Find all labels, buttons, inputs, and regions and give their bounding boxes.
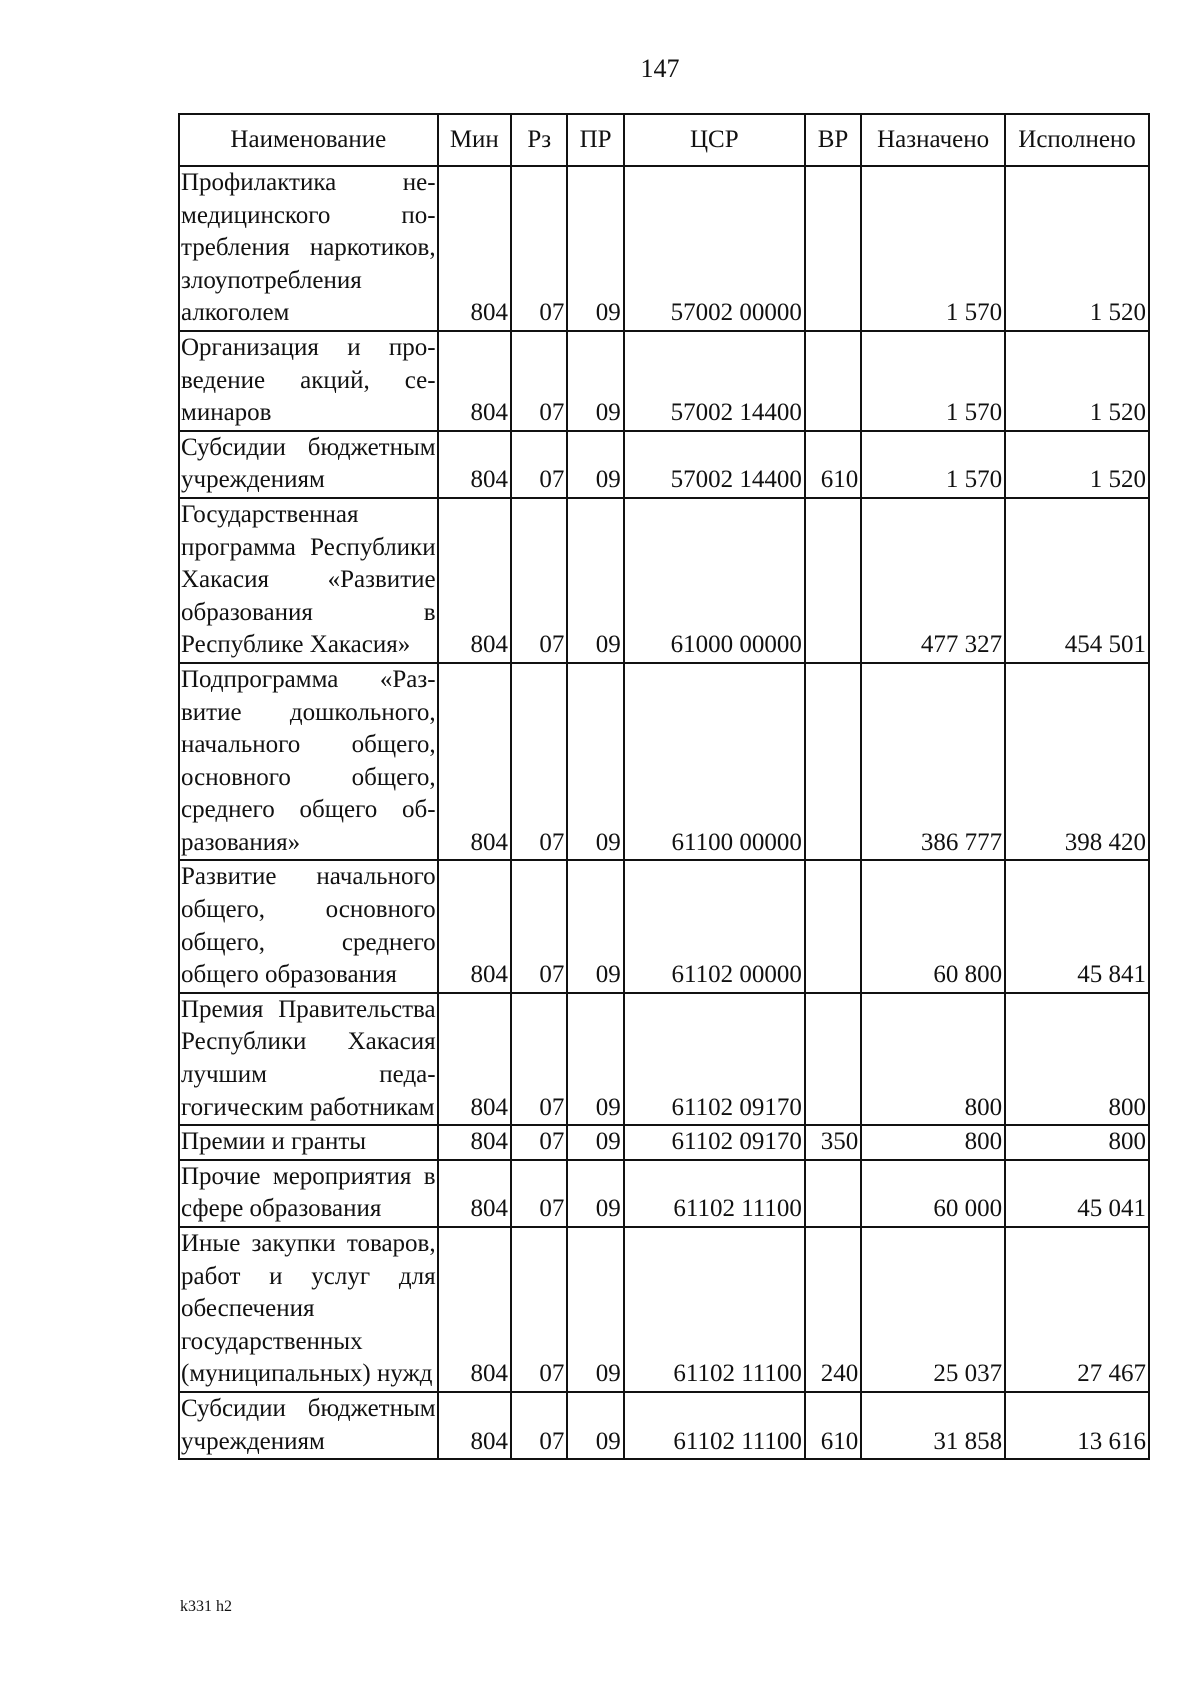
row-vr <box>805 860 861 992</box>
row-rz: 07 <box>511 1125 567 1160</box>
row-rz: 07 <box>511 498 567 663</box>
row-executed: 1 520 <box>1005 431 1149 498</box>
row-csr: 57002 14400 <box>624 331 805 431</box>
row-min: 804 <box>438 993 511 1125</box>
table-row <box>179 993 1149 1125</box>
row-executed: 1 520 <box>1005 331 1149 431</box>
row-name: Премии и гранты <box>179 1125 438 1160</box>
row-min: 804 <box>438 1125 511 1160</box>
row-name: Подпрограмма «Развитие дошкольного, начального общего, основного общего, среднего общего образования» <box>179 663 438 861</box>
row-pr: 09 <box>567 331 623 431</box>
header-min: Мин <box>438 114 511 166</box>
row-assigned: 25 037 <box>861 1227 1005 1392</box>
row-rz: 07 <box>511 1392 567 1459</box>
row-min: 804 <box>438 498 511 663</box>
row-name: Субсидии бюджетным учреждениям <box>179 1392 438 1459</box>
row-rz: 07 <box>511 431 567 498</box>
budget-table <box>178 113 1150 1460</box>
table-row <box>179 663 1149 861</box>
row-assigned: 386 777 <box>861 663 1005 861</box>
row-csr: 61102 11100 <box>624 1392 805 1459</box>
row-csr: 61102 11100 <box>624 1227 805 1392</box>
row-pr: 09 <box>567 166 623 331</box>
table-row <box>179 1227 1149 1392</box>
row-min: 804 <box>438 860 511 992</box>
row-vr: 610 <box>805 431 861 498</box>
row-name: Прочие мероприятия в сфере образования <box>179 1160 438 1227</box>
row-assigned: 800 <box>861 1125 1005 1160</box>
row-min: 804 <box>438 1160 511 1227</box>
row-pr: 09 <box>567 993 623 1125</box>
row-assigned: 60 000 <box>861 1160 1005 1227</box>
table-row <box>179 431 1149 498</box>
row-executed: 800 <box>1005 993 1149 1125</box>
row-assigned: 60 800 <box>861 860 1005 992</box>
header-assigned: Назначено <box>861 114 1005 166</box>
row-vr <box>805 1160 861 1227</box>
row-vr <box>805 331 861 431</box>
row-csr: 61102 11100 <box>624 1160 805 1227</box>
row-pr: 09 <box>567 498 623 663</box>
header-executed: Исполнено <box>1005 114 1149 166</box>
page-number: 147 <box>640 54 680 83</box>
row-name: Профилактика немедицинского потребления наркотиков, злоупотребления алкоголем <box>179 166 438 331</box>
row-assigned: 31 858 <box>861 1392 1005 1459</box>
row-csr: 61102 09170 <box>624 1125 805 1160</box>
table-row <box>179 1160 1149 1227</box>
table-row <box>179 498 1149 663</box>
row-min: 804 <box>438 331 511 431</box>
row-vr: 610 <box>805 1392 861 1459</box>
row-vr <box>805 498 861 663</box>
table-row <box>179 1392 1149 1459</box>
row-executed: 454 501 <box>1005 498 1149 663</box>
row-rz: 07 <box>511 860 567 992</box>
row-min: 804 <box>438 166 511 331</box>
row-executed: 13 616 <box>1005 1392 1149 1459</box>
row-vr <box>805 663 861 861</box>
row-csr: 57002 14400 <box>624 431 805 498</box>
row-vr <box>805 993 861 1125</box>
row-rz: 07 <box>511 1160 567 1227</box>
row-csr: 61000 00000 <box>624 498 805 663</box>
row-assigned: 1 570 <box>861 331 1005 431</box>
row-pr: 09 <box>567 1392 623 1459</box>
header-vr: ВР <box>805 114 861 166</box>
row-name: Развитие начального общего, основного общего, среднего общего образования <box>179 860 438 992</box>
row-executed: 45 041 <box>1005 1160 1149 1227</box>
row-csr: 61102 09170 <box>624 993 805 1125</box>
row-assigned: 1 570 <box>861 166 1005 331</box>
table-row <box>179 331 1149 431</box>
table-row <box>179 860 1149 992</box>
row-rz: 07 <box>511 663 567 861</box>
row-assigned: 1 570 <box>861 431 1005 498</box>
row-executed: 45 841 <box>1005 860 1149 992</box>
row-csr: 57002 00000 <box>624 166 805 331</box>
header-rz: Рз <box>511 114 567 166</box>
row-pr: 09 <box>567 1227 623 1392</box>
table-row <box>179 1125 1149 1160</box>
row-name: Иные закупки товаров, работ и услуг для обеспечения государственных (муниципальных) нужд <box>179 1227 438 1392</box>
row-name: Премия Правительства Республики Хакасия лучшим педагогическим работникам <box>179 993 438 1125</box>
row-csr: 61102 00000 <box>624 860 805 992</box>
row-pr: 09 <box>567 1160 623 1227</box>
row-vr: 240 <box>805 1227 861 1392</box>
row-min: 804 <box>438 1392 511 1459</box>
row-rz: 07 <box>511 1227 567 1392</box>
table-row <box>179 166 1149 331</box>
row-pr: 09 <box>567 431 623 498</box>
row-vr: 350 <box>805 1125 861 1160</box>
row-executed: 27 467 <box>1005 1227 1149 1392</box>
footer-code: k331 h2 <box>180 1598 232 1615</box>
row-executed: 398 420 <box>1005 663 1149 861</box>
row-name: Организация и проведение акций, семинаров <box>179 331 438 431</box>
row-rz: 07 <box>511 331 567 431</box>
row-csr: 61100 00000 <box>624 663 805 861</box>
row-min: 804 <box>438 1227 511 1392</box>
row-assigned: 800 <box>861 993 1005 1125</box>
row-name: Государственная программа Республики Хакасия «Развитие образования в Республике Хакасия» <box>179 498 438 663</box>
row-min: 804 <box>438 663 511 861</box>
row-vr <box>805 166 861 331</box>
header-pr: ПР <box>567 114 623 166</box>
row-executed: 800 <box>1005 1125 1149 1160</box>
row-rz: 07 <box>511 166 567 331</box>
row-pr: 09 <box>567 1125 623 1160</box>
row-pr: 09 <box>567 663 623 861</box>
header-name: Наименование <box>179 114 438 166</box>
row-executed: 1 520 <box>1005 166 1149 331</box>
row-pr: 09 <box>567 860 623 992</box>
row-name: Субсидии бюджетным учреждениям <box>179 431 438 498</box>
header-csr: ЦСР <box>624 114 805 166</box>
row-assigned: 477 327 <box>861 498 1005 663</box>
row-min: 804 <box>438 431 511 498</box>
row-rz: 07 <box>511 993 567 1125</box>
table-header-row <box>179 114 1149 166</box>
